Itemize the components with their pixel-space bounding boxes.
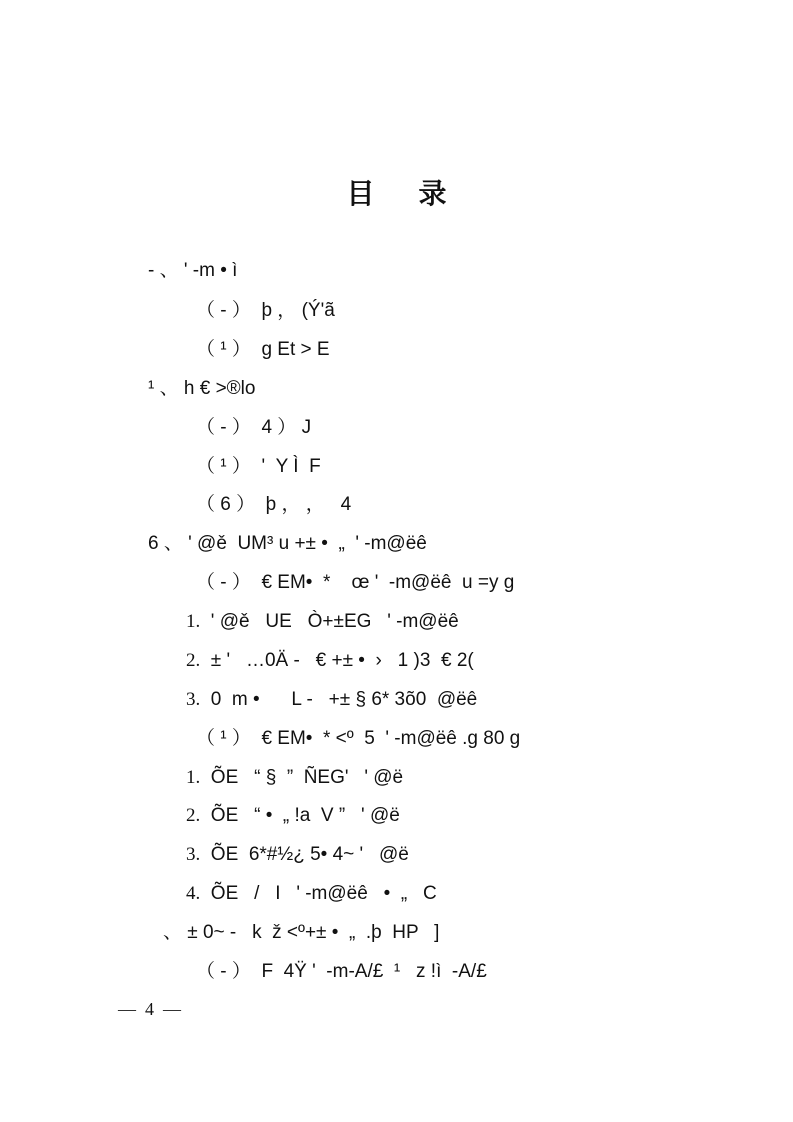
toc-entry[interactable] [186,688,477,712]
toc-entry-number: 2. [186,650,201,671]
toc-entry[interactable] [196,727,520,751]
toc-entry[interactable] [196,299,335,323]
toc-entry-text: 、 ± 0~ - k ž <º+± • „ .þ HP ] [163,922,440,943]
toc-entry-text: ÕE “ § ” ÑEG' ' @ë [200,767,404,788]
toc-entry-text: 0 m • L - +± § 6* 3õ0 @ëê [200,689,478,710]
toc-entry-number: 3. [186,689,201,710]
toc-entry[interactable] [196,416,311,440]
title-char-2: 录 [418,177,447,210]
toc-entry[interactable] [148,259,237,283]
toc-entry[interactable] [186,804,400,828]
toc-entry-number: 2. [186,805,201,826]
toc-entry-text: （ ¹ ） g Et > E [196,339,330,360]
toc-entry[interactable] [186,610,459,634]
toc-entry-number: 4. [186,883,201,904]
toc-entry-text: （ - ） þ ， (Ý'ã [196,300,335,321]
toc-entry-text: ÕE / I ' -m@ëê • „ C [200,883,437,904]
toc-entry-text: ' @ě UE Ò+±EG ' -m@ëê [200,611,459,632]
toc-entry[interactable] [196,493,351,517]
toc-entry[interactable] [196,960,487,984]
toc-entry-text: ± ' …0Ä - € +± • › 1 )3 € 2( [200,650,474,671]
toc-entry[interactable] [148,532,427,556]
toc-entry[interactable] [186,843,409,867]
toc-entry-text: （ ¹ ） € EM• * <º 5 ' -m@ëê .g 80 g [196,728,521,749]
toc-entry[interactable] [148,377,255,401]
toc-entry-text: 6 、 ' @ě UM³ u +± • „ ' -m@ëê [148,533,427,554]
toc-entry-text: （ - ） 4 ） J [196,417,312,438]
toc-entry-text: （ 6 ） þ ， ， 4 [196,494,352,515]
toc-entry-text: ÕE 6*#½¿ 5• 4~ ' @ë [200,844,409,865]
page-number: — 4 — [118,999,181,1019]
toc-entry-text: （ ¹ ） ' Y Ì F [196,456,321,477]
toc-entry[interactable] [163,921,439,945]
toc-entry-text: （ - ） F 4Ÿ ' -m-A/£ ¹ z !ì -A/£ [196,961,487,982]
toc-entry[interactable] [186,766,403,790]
title-char-1: 目 [346,177,375,210]
toc-entry-number: 1. [186,611,201,632]
toc-entry[interactable] [196,571,514,595]
toc-entry[interactable] [186,649,474,673]
toc-entry-text: - 、 ' -m • ì [148,260,238,281]
toc-entry-number: 3. [186,844,201,865]
toc-entry[interactable] [186,882,437,906]
toc-entry-number: 1. [186,767,201,788]
toc-entry-text: ÕE “ • „ !a V ” ' @ë [200,805,400,826]
toc-entry-text: ¹ 、 h € >®lo [148,378,256,399]
toc-entry-text: （ - ） € EM• * œ ' -m@ëê u =y g [196,572,515,593]
toc-entry[interactable] [196,338,330,362]
toc-entry[interactable] [196,455,321,479]
